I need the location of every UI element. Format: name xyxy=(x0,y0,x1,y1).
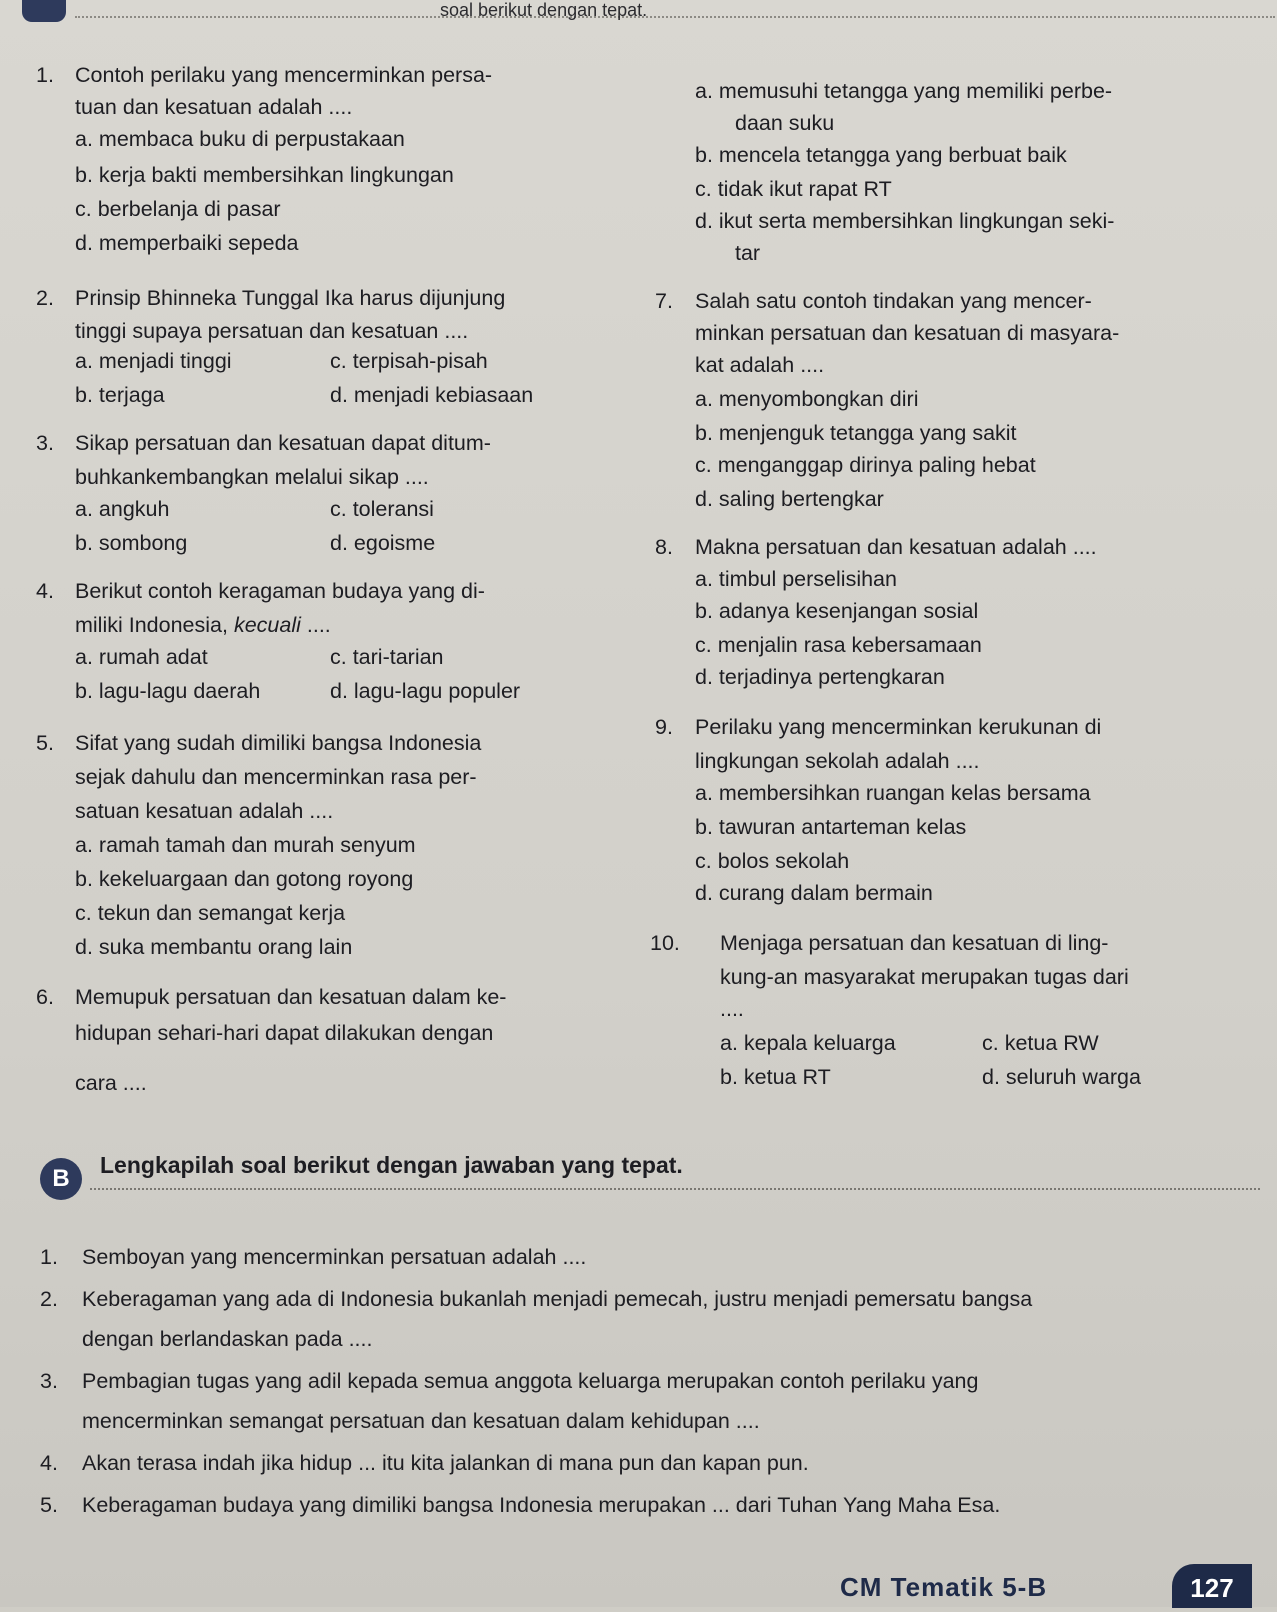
header-strip xyxy=(0,0,1277,30)
question-text: satuan kesatuan adalah .... xyxy=(75,799,334,823)
option-b: b. sombong xyxy=(75,531,188,555)
question-number: 3. xyxy=(40,1369,58,1393)
option-b: b. terjaga xyxy=(75,383,165,407)
option-a-continued: daan suku xyxy=(735,111,835,135)
question-text-part: .... xyxy=(306,613,331,637)
question-number: 1. xyxy=(40,1245,58,1269)
question-text: Sikap persatuan dan kesatuan dapat ditum- xyxy=(75,431,491,455)
option-c: c. berbelanja di pasar xyxy=(75,197,281,221)
question-text: Perilaku yang mencerminkan kerukunan di xyxy=(695,715,1102,739)
question-text: Keberagaman budaya yang dimiliki bangsa Indonesia merupakan ... dari Tuhan Yang Maha Esa. xyxy=(82,1493,1001,1517)
option-a: a. memusuhi tetangga yang memiliki perbe- xyxy=(695,79,1113,103)
option-d: d. saling bertengkar xyxy=(695,487,884,511)
question-number: 7. xyxy=(655,289,673,313)
question-number: 5. xyxy=(36,731,54,755)
option-a: a. angkuh xyxy=(75,497,170,521)
option-a: a. rumah adat xyxy=(75,645,208,669)
option-a: a. kepala keluarga xyxy=(720,1031,896,1055)
option-b: b. lagu-lagu daerah xyxy=(75,679,261,703)
question-number: 1. xyxy=(36,63,54,87)
question-text: Sifat yang sudah dimiliki bangsa Indonesia xyxy=(75,731,482,755)
question-number: 2. xyxy=(40,1287,58,1311)
option-c: c. ketua RW xyxy=(982,1031,1099,1055)
question-text: Semboyan yang mencerminkan persatuan adalah .... xyxy=(82,1245,587,1269)
section-title: Lengkapilah soal berikut dengan jawaban yang tepat. xyxy=(100,1152,683,1178)
option-b: b. menjenguk tetangga yang sakit xyxy=(695,421,1017,445)
question-text: mencerminkan semangat persatuan dan kesatuan dalam kehidupan .... xyxy=(82,1409,760,1433)
question-text: Akan terasa indah jika hidup ... itu kita jalankan di mana pun dan kapan pun. xyxy=(82,1451,809,1475)
question-text: Makna persatuan dan kesatuan adalah .... xyxy=(695,535,1097,559)
emphasis-text: kecuali xyxy=(233,613,301,637)
option-c: c. terpisah-pisah xyxy=(330,349,488,373)
option-d: d. lagu-lagu populer xyxy=(330,679,521,703)
option-d: d. memperbaiki sepeda xyxy=(75,231,299,255)
option-d: d. seluruh warga xyxy=(982,1065,1141,1089)
question-text: Memupuk persatuan dan kesatuan dalam ke- xyxy=(75,985,507,1009)
question-text: kat adalah .... xyxy=(695,353,825,377)
question-text: cara .... xyxy=(75,1071,147,1095)
question-text: hidupan sehari-hari dapat dilakukan dengan xyxy=(75,1021,494,1045)
question-text: Pembagian tugas yang adil kepada semua anggota keluarga merupakan contoh perilaku yang xyxy=(82,1369,979,1393)
option-c: c. menjalin rasa kebersamaan xyxy=(695,633,982,657)
option-a: a. membersihkan ruangan kelas bersama xyxy=(695,781,1091,805)
header-text: soal berikut dengan tepat. xyxy=(440,0,648,20)
question-number: 9. xyxy=(655,715,673,739)
option-d: d. terjadinya pertengkaran xyxy=(695,665,945,689)
question-text: Berikut contoh keragaman budaya yang di- xyxy=(75,579,485,603)
option-a: a. menjadi tinggi xyxy=(75,349,232,373)
question-number: 2. xyxy=(36,286,54,310)
question-text: Contoh perilaku yang mencerminkan persa- xyxy=(75,63,493,87)
question-number: 10. xyxy=(650,931,680,955)
question-text-part: miliki Indonesia, xyxy=(75,613,228,637)
section-badge: B xyxy=(40,1158,82,1200)
option-c: c. bolos sekolah xyxy=(695,849,850,873)
option-b: b. ketua RT xyxy=(720,1065,831,1089)
option-d: d. suka membantu orang lain xyxy=(75,935,353,959)
question-text: kung-an masyarakat merupakan tugas dari xyxy=(720,965,1129,989)
question-text: dengan berlandaskan pada .... xyxy=(82,1327,373,1351)
option-c: c. tari-tarian xyxy=(330,645,444,669)
option-c: c. tekun dan semangat kerja xyxy=(75,901,346,925)
question-number: 3. xyxy=(36,431,54,455)
option-a: a. ramah tamah dan murah senyum xyxy=(75,833,416,857)
question-text: Menjaga persatuan dan kesatuan di ling- xyxy=(720,931,1109,955)
option-c: c. tidak ikut rapat RT xyxy=(695,177,892,201)
option-d: d. curang dalam bermain xyxy=(695,881,933,905)
option-d: d. ikut serta membersihkan lingkungan seki- xyxy=(695,209,1115,233)
question-text: tuan dan kesatuan adalah .... xyxy=(75,95,353,119)
option-b: b. mencela tetangga yang berbuat baik xyxy=(695,143,1067,167)
question-text: sejak dahulu dan mencerminkan rasa per- xyxy=(75,765,477,789)
section-rule xyxy=(90,1188,1260,1190)
option-d: d. menjadi kebiasaan xyxy=(330,383,534,407)
option-a: a. menyombongkan diri xyxy=(695,387,919,411)
question-number: 5. xyxy=(40,1493,58,1517)
option-a: a. membaca buku di perpustakaan xyxy=(75,127,405,151)
question-text: buhkankembangkan melalui sikap .... xyxy=(75,465,429,489)
question-text xyxy=(75,612,331,638)
page-footer xyxy=(0,1562,1277,1607)
option-c: c. toleransi xyxy=(330,497,434,521)
question-text: Prinsip Bhinneka Tunggal Ika harus dijunjung xyxy=(75,286,506,310)
question-text: tinggi supaya persatuan dan kesatuan .... xyxy=(75,319,469,343)
option-d-continued: tar xyxy=(735,241,761,265)
question-number: 8. xyxy=(655,535,673,559)
option-b: b. adanya kesenjangan sosial xyxy=(695,599,979,623)
question-number: 4. xyxy=(36,579,54,603)
book-title: CM Tematik 5-B xyxy=(840,1572,1048,1602)
section-b-header xyxy=(40,1150,1270,1198)
question-text: Keberagaman yang ada di Indonesia bukanlah menjadi pemecah, justru menjadi pemersatu bangsa xyxy=(82,1287,1033,1311)
question-text: .... xyxy=(720,997,744,1021)
option-b: b. tawuran antarteman kelas xyxy=(695,815,967,839)
question-number: 6. xyxy=(36,985,54,1009)
page-number: 127 xyxy=(1172,1564,1252,1608)
question-number: 4. xyxy=(40,1451,58,1475)
option-d: d. egoisme xyxy=(330,531,436,555)
option-b: b. kekeluargaan dan gotong royong xyxy=(75,867,414,891)
header-rule xyxy=(75,16,1275,18)
section-tab xyxy=(22,0,66,22)
question-text: minkan persatuan dan kesatuan di masyara- xyxy=(695,321,1120,345)
option-c: c. menganggap dirinya paling hebat xyxy=(695,453,1036,477)
question-text: lingkungan sekolah adalah .... xyxy=(695,749,980,773)
option-a: a. timbul perselisihan xyxy=(695,567,897,591)
question-text: Salah satu contoh tindakan yang mencer- xyxy=(695,289,1092,313)
option-b: b. kerja bakti membersihkan lingkungan xyxy=(75,163,454,187)
